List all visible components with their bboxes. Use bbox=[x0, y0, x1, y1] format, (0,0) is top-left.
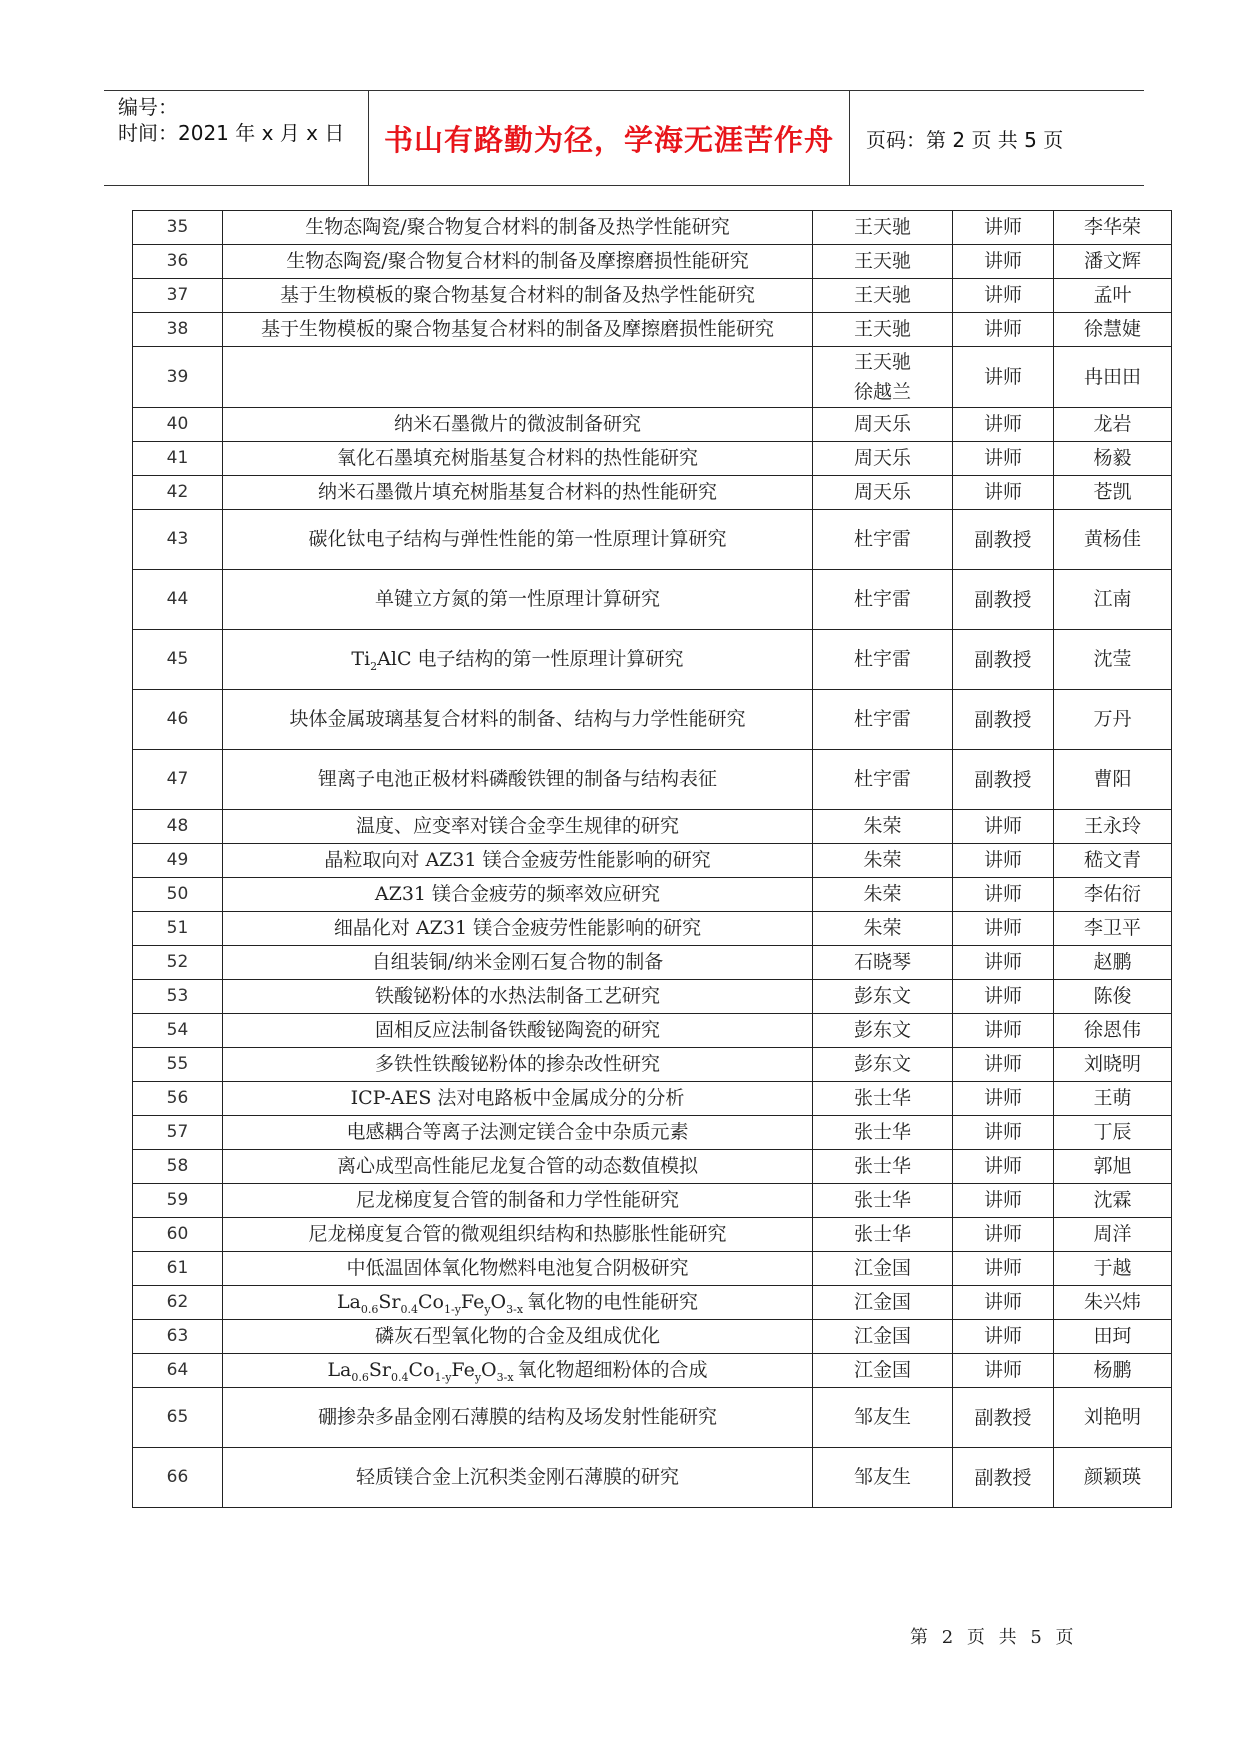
row-number: 46 bbox=[133, 690, 223, 750]
supervisor-rank: 讲师 bbox=[953, 912, 1054, 946]
student-name: 赵鹏 bbox=[1054, 946, 1172, 980]
student-name: 沈霖 bbox=[1054, 1184, 1172, 1218]
supervisor-name: 邹友生 bbox=[813, 1448, 953, 1508]
row-number: 65 bbox=[133, 1388, 223, 1448]
student-name: 苍凯 bbox=[1054, 476, 1172, 510]
supervisor-rank: 副教授 bbox=[953, 1448, 1054, 1508]
student-name: 曹阳 bbox=[1054, 750, 1172, 810]
student-name: 于越 bbox=[1054, 1252, 1172, 1286]
supervisor-name: 朱荣 bbox=[813, 912, 953, 946]
supervisor-name: 杜宇雷 bbox=[813, 690, 953, 750]
header-info bbox=[118, 91, 368, 185]
supervisor-name: 周天乐 bbox=[813, 442, 953, 476]
title-text: AlC 电子结构的第一性原理计算研究 bbox=[377, 648, 684, 670]
table-row bbox=[133, 1320, 1172, 1354]
student-name: 潘文辉 bbox=[1054, 245, 1172, 279]
supervisor-name: 王天驰 bbox=[813, 313, 953, 347]
supervisor-name: 彭东文 bbox=[813, 1014, 953, 1048]
supervisor-name: 张士华 bbox=[813, 1218, 953, 1252]
table-row bbox=[133, 442, 1172, 476]
supervisor-rank: 讲师 bbox=[953, 476, 1054, 510]
formula-part: La bbox=[327, 1359, 352, 1381]
header-divider bbox=[849, 91, 850, 185]
table-row bbox=[133, 1048, 1172, 1082]
supervisor-name: 江金国 bbox=[813, 1320, 953, 1354]
formula-subscript: 0.6 bbox=[351, 1370, 369, 1384]
table-row bbox=[133, 1150, 1172, 1184]
supervisor-name: 张士华 bbox=[813, 1116, 953, 1150]
row-number: 66 bbox=[133, 1448, 223, 1508]
formula-part: Fe bbox=[451, 1359, 475, 1381]
supervisor-name: 彭东文 bbox=[813, 1048, 953, 1082]
formula-subscript: 0.4 bbox=[391, 1370, 409, 1384]
supervisor-name: 张士华 bbox=[813, 1150, 953, 1184]
table-row bbox=[133, 245, 1172, 279]
table-row bbox=[133, 630, 1172, 690]
student-name: 李卫平 bbox=[1054, 912, 1172, 946]
supervisor-rank: 讲师 bbox=[953, 1218, 1054, 1252]
supervisor-rank: 副教授 bbox=[953, 1388, 1054, 1448]
table-row bbox=[133, 844, 1172, 878]
student-name: 冉田田 bbox=[1054, 347, 1172, 408]
formula-subscript: 0.6 bbox=[360, 1302, 379, 1316]
topic-title: 尼龙梯度复合管的微观组织结构和热膨胀性能研究 bbox=[223, 1218, 813, 1252]
title-text: 氧化物超细粉体的合成 bbox=[517, 1359, 708, 1381]
supervisor-rank: 讲师 bbox=[953, 1184, 1054, 1218]
row-number: 56 bbox=[133, 1082, 223, 1116]
formula-subscript: 0.4 bbox=[400, 1302, 418, 1316]
supervisor-name: 王天驰 徐越兰 bbox=[813, 347, 953, 408]
row-number: 60 bbox=[133, 1218, 223, 1252]
student-name: 杨毅 bbox=[1054, 442, 1172, 476]
table-row bbox=[133, 690, 1172, 750]
supervisor-rank: 讲师 bbox=[953, 1048, 1054, 1082]
supervisor-rank: 讲师 bbox=[953, 946, 1054, 980]
supervisor-rank: 讲师 bbox=[953, 1354, 1054, 1388]
supervisor-name: 杜宇雷 bbox=[813, 510, 953, 570]
supervisor-rank: 讲师 bbox=[953, 313, 1054, 347]
topic-title: 生物态陶瓷/聚合物复合材料的制备及摩擦磨损性能研究 bbox=[223, 245, 813, 279]
student-name: 孟叶 bbox=[1054, 279, 1172, 313]
row-number: 52 bbox=[133, 946, 223, 980]
topic-title: 纳米石墨微片的微波制备研究 bbox=[223, 408, 813, 442]
title-text: 氧化物的电性能研究 bbox=[527, 1291, 699, 1313]
student-name: 黄杨佳 bbox=[1054, 510, 1172, 570]
table-row bbox=[133, 1014, 1172, 1048]
topic-title: 轻质镁合金上沉积类金刚石薄膜的研究 bbox=[223, 1448, 813, 1508]
table-row bbox=[133, 347, 1172, 408]
student-name: 徐慧婕 bbox=[1054, 313, 1172, 347]
row-number: 38 bbox=[133, 313, 223, 347]
student-name: 王永玲 bbox=[1054, 810, 1172, 844]
row-number: 44 bbox=[133, 570, 223, 630]
row-number: 39 bbox=[133, 347, 223, 408]
table-row bbox=[133, 1218, 1172, 1252]
formula-part: La bbox=[336, 1291, 361, 1313]
supervisor-rank: 讲师 bbox=[953, 347, 1054, 408]
supervisor-rank: 讲师 bbox=[953, 442, 1054, 476]
topic-title: AZ31 镁合金疲劳的频率效应研究 bbox=[223, 878, 813, 912]
topic-title bbox=[223, 1286, 813, 1320]
topic-title: 离心成型高性能尼龙复合管的动态数值模拟 bbox=[223, 1150, 813, 1184]
supervisor-name: 江金国 bbox=[813, 1354, 953, 1388]
supervisor-rank: 讲师 bbox=[953, 1150, 1054, 1184]
header-page-number: 页码：第 2 页 共 5 页 bbox=[866, 127, 1064, 152]
supervisor-name: 周天乐 bbox=[813, 408, 953, 442]
topic-title: 块体金属玻璃基复合材料的制备、结构与力学性能研究 bbox=[223, 690, 813, 750]
supervisor-rank: 讲师 bbox=[953, 878, 1054, 912]
topic-title: 单键立方氮的第一性原理计算研究 bbox=[223, 570, 813, 630]
row-number: 63 bbox=[133, 1320, 223, 1354]
supervisor-rank: 副教授 bbox=[953, 690, 1054, 750]
student-name: 刘晓明 bbox=[1054, 1048, 1172, 1082]
table-row bbox=[133, 313, 1172, 347]
supervisor-name: 朱荣 bbox=[813, 810, 953, 844]
supervisor-name: 朱荣 bbox=[813, 844, 953, 878]
supervisor-name: 杜宇雷 bbox=[813, 630, 953, 690]
supervisor-name: 杜宇雷 bbox=[813, 750, 953, 810]
topic-title: 电感耦合等离子法测定镁合金中杂质元素 bbox=[223, 1116, 813, 1150]
topic-title bbox=[223, 347, 813, 408]
supervisor-name: 王天驰 bbox=[813, 211, 953, 245]
supervisor-rank: 副教授 bbox=[953, 510, 1054, 570]
topic-title: 纳米石墨微片填充树脂基复合材料的热性能研究 bbox=[223, 476, 813, 510]
formula-part: Sr bbox=[368, 1359, 391, 1381]
table-row bbox=[133, 1354, 1172, 1388]
topic-title: 细晶化对 AZ31 镁合金疲劳性能影响的研究 bbox=[223, 912, 813, 946]
row-number: 49 bbox=[133, 844, 223, 878]
row-number: 36 bbox=[133, 245, 223, 279]
row-number: 48 bbox=[133, 810, 223, 844]
student-name: 江南 bbox=[1054, 570, 1172, 630]
topic-title: 尼龙梯度复合管的制备和力学性能研究 bbox=[223, 1184, 813, 1218]
table-row bbox=[133, 570, 1172, 630]
student-name: 万丹 bbox=[1054, 690, 1172, 750]
topic-title: 基于生物模板的聚合物基复合材料的制备及摩擦磨损性能研究 bbox=[223, 313, 813, 347]
table-row bbox=[133, 878, 1172, 912]
table-row bbox=[133, 1252, 1172, 1286]
topic-title: 铁酸铋粉体的水热法制备工艺研究 bbox=[223, 980, 813, 1014]
topic-title: 生物态陶瓷/聚合物复合材料的制备及热学性能研究 bbox=[223, 211, 813, 245]
topic-title: 晶粒取向对 AZ31 镁合金疲劳性能影响的研究 bbox=[223, 844, 813, 878]
topic-title: ICP-AES 法对电路板中金属成分的分析 bbox=[223, 1082, 813, 1116]
row-number: 64 bbox=[133, 1354, 223, 1388]
document-time: 时间：2021 年 x 月 x 日 bbox=[118, 121, 345, 145]
topic-title bbox=[223, 1354, 813, 1388]
row-number: 53 bbox=[133, 980, 223, 1014]
formula-subscript: y bbox=[474, 1370, 482, 1384]
table-row bbox=[133, 1388, 1172, 1448]
supervisor-rank: 讲师 bbox=[953, 980, 1054, 1014]
supervisor-rank: 讲师 bbox=[953, 1252, 1054, 1286]
formula-part: Sr bbox=[378, 1291, 401, 1313]
row-number: 55 bbox=[133, 1048, 223, 1082]
topic-title bbox=[223, 630, 813, 690]
supervisor-rank: 讲师 bbox=[953, 1082, 1054, 1116]
student-name: 徐恩伟 bbox=[1054, 1014, 1172, 1048]
supervisor-rank: 讲师 bbox=[953, 279, 1054, 313]
student-name: 嵇文青 bbox=[1054, 844, 1172, 878]
student-name: 龙岩 bbox=[1054, 408, 1172, 442]
table-row bbox=[133, 1448, 1172, 1508]
row-number: 61 bbox=[133, 1252, 223, 1286]
student-name: 郭旭 bbox=[1054, 1150, 1172, 1184]
row-number: 40 bbox=[133, 408, 223, 442]
row-number: 43 bbox=[133, 510, 223, 570]
supervisor-rank: 讲师 bbox=[953, 211, 1054, 245]
supervisor-rank: 副教授 bbox=[953, 630, 1054, 690]
supervisor-rank: 讲师 bbox=[953, 844, 1054, 878]
formula-part: O bbox=[481, 1359, 497, 1381]
table-row bbox=[133, 510, 1172, 570]
table-row bbox=[133, 279, 1172, 313]
table-row bbox=[133, 810, 1172, 844]
table-row bbox=[133, 408, 1172, 442]
formula-subscript: 3-x bbox=[506, 1302, 524, 1316]
table-row bbox=[133, 980, 1172, 1014]
topic-title: 碳化钛电子结构与弹性性能的第一性原理计算研究 bbox=[223, 510, 813, 570]
row-number: 50 bbox=[133, 878, 223, 912]
table-row bbox=[133, 1184, 1172, 1218]
row-number: 35 bbox=[133, 211, 223, 245]
student-name: 李华荣 bbox=[1054, 211, 1172, 245]
student-name: 朱兴炜 bbox=[1054, 1286, 1172, 1320]
student-name: 周洋 bbox=[1054, 1218, 1172, 1252]
supervisor-rank: 讲师 bbox=[953, 1116, 1054, 1150]
topic-title: 多铁性铁酸铋粉体的掺杂改性研究 bbox=[223, 1048, 813, 1082]
row-number: 37 bbox=[133, 279, 223, 313]
formula-subscript: y bbox=[484, 1302, 491, 1316]
document-number: 编号： bbox=[118, 95, 178, 119]
formula-part: Fe bbox=[460, 1291, 485, 1313]
formula-part: Co bbox=[408, 1359, 435, 1381]
row-number: 62 bbox=[133, 1286, 223, 1320]
supervisor-name: 江金国 bbox=[813, 1252, 953, 1286]
table-row bbox=[133, 750, 1172, 810]
table-row bbox=[133, 912, 1172, 946]
table-body bbox=[133, 211, 1172, 1508]
formula-subscript: 2 bbox=[370, 659, 378, 673]
table-row bbox=[133, 1116, 1172, 1150]
header-motto: 书山有路勤为径，学海无涯苦作舟 bbox=[383, 122, 834, 157]
supervisor-name: 杜宇雷 bbox=[813, 570, 953, 630]
row-number: 45 bbox=[133, 630, 223, 690]
supervisor-rank: 讲师 bbox=[953, 408, 1054, 442]
supervisor-name: 石晓琴 bbox=[813, 946, 953, 980]
student-name: 刘艳明 bbox=[1054, 1388, 1172, 1448]
row-number: 47 bbox=[133, 750, 223, 810]
student-name: 李佑衍 bbox=[1054, 878, 1172, 912]
topic-title: 氧化石墨填充树脂基复合材料的热性能研究 bbox=[223, 442, 813, 476]
supervisor-name: 邹友生 bbox=[813, 1388, 953, 1448]
table-row bbox=[133, 1286, 1172, 1320]
formula-subscript: 1-y bbox=[434, 1370, 452, 1384]
student-name: 田珂 bbox=[1054, 1320, 1172, 1354]
topic-title: 硼掺杂多晶金刚石薄膜的结构及场发射性能研究 bbox=[223, 1388, 813, 1448]
row-number: 57 bbox=[133, 1116, 223, 1150]
formula-part: Co bbox=[418, 1291, 444, 1313]
topic-title: 中低温固体氧化物燃料电池复合阴极研究 bbox=[223, 1252, 813, 1286]
row-number: 58 bbox=[133, 1150, 223, 1184]
supervisor-name: 江金国 bbox=[813, 1286, 953, 1320]
supervisor-rank: 副教授 bbox=[953, 750, 1054, 810]
row-number: 51 bbox=[133, 912, 223, 946]
table-row bbox=[133, 211, 1172, 245]
supervisor-name: 周天乐 bbox=[813, 476, 953, 510]
supervisor-rank: 讲师 bbox=[953, 1286, 1054, 1320]
topic-title: 基于生物模板的聚合物基复合材料的制备及热学性能研究 bbox=[223, 279, 813, 313]
supervisor-rank: 讲师 bbox=[953, 810, 1054, 844]
row-number: 42 bbox=[133, 476, 223, 510]
formula-subscript: 1-y bbox=[443, 1302, 461, 1316]
page-footer: 第 2 页 共 5 页 bbox=[910, 1627, 1078, 1648]
table-row bbox=[133, 1082, 1172, 1116]
table-row bbox=[133, 946, 1172, 980]
page-header bbox=[104, 90, 1144, 186]
supervisor-name: 张士华 bbox=[813, 1184, 953, 1218]
supervisor-name: 王天驰 bbox=[813, 279, 953, 313]
row-number: 41 bbox=[133, 442, 223, 476]
supervisor-name: 彭东文 bbox=[813, 980, 953, 1014]
supervisor-name: 朱荣 bbox=[813, 878, 953, 912]
student-name: 陈俊 bbox=[1054, 980, 1172, 1014]
row-number: 54 bbox=[133, 1014, 223, 1048]
topic-title: 锂离子电池正极材料磷酸铁锂的制备与结构表征 bbox=[223, 750, 813, 810]
supervisor-name: 王天驰 bbox=[813, 245, 953, 279]
row-number: 59 bbox=[133, 1184, 223, 1218]
formula-part: Ti bbox=[351, 648, 371, 670]
thesis-topic-table bbox=[132, 210, 1172, 1508]
formula-subscript: 3-x bbox=[496, 1370, 514, 1384]
student-name: 沈莹 bbox=[1054, 630, 1172, 690]
topic-title: 固相反应法制备铁酸铋陶瓷的研究 bbox=[223, 1014, 813, 1048]
student-name: 颜颖瑛 bbox=[1054, 1448, 1172, 1508]
supervisor-rank: 讲师 bbox=[953, 1014, 1054, 1048]
topic-title: 自组装铜/纳米金刚石复合物的制备 bbox=[223, 946, 813, 980]
student-name: 杨鹏 bbox=[1054, 1354, 1172, 1388]
table-row bbox=[133, 476, 1172, 510]
supervisor-rank: 讲师 bbox=[953, 1320, 1054, 1354]
supervisor-rank: 讲师 bbox=[953, 245, 1054, 279]
topic-title: 温度、应变率对镁合金孪生规律的研究 bbox=[223, 810, 813, 844]
supervisor-name: 张士华 bbox=[813, 1082, 953, 1116]
formula-part: O bbox=[490, 1291, 507, 1313]
supervisor-rank: 副教授 bbox=[953, 570, 1054, 630]
student-name: 王萌 bbox=[1054, 1082, 1172, 1116]
topic-title: 磷灰石型氧化物的合金及组成优化 bbox=[223, 1320, 813, 1354]
student-name: 丁辰 bbox=[1054, 1116, 1172, 1150]
